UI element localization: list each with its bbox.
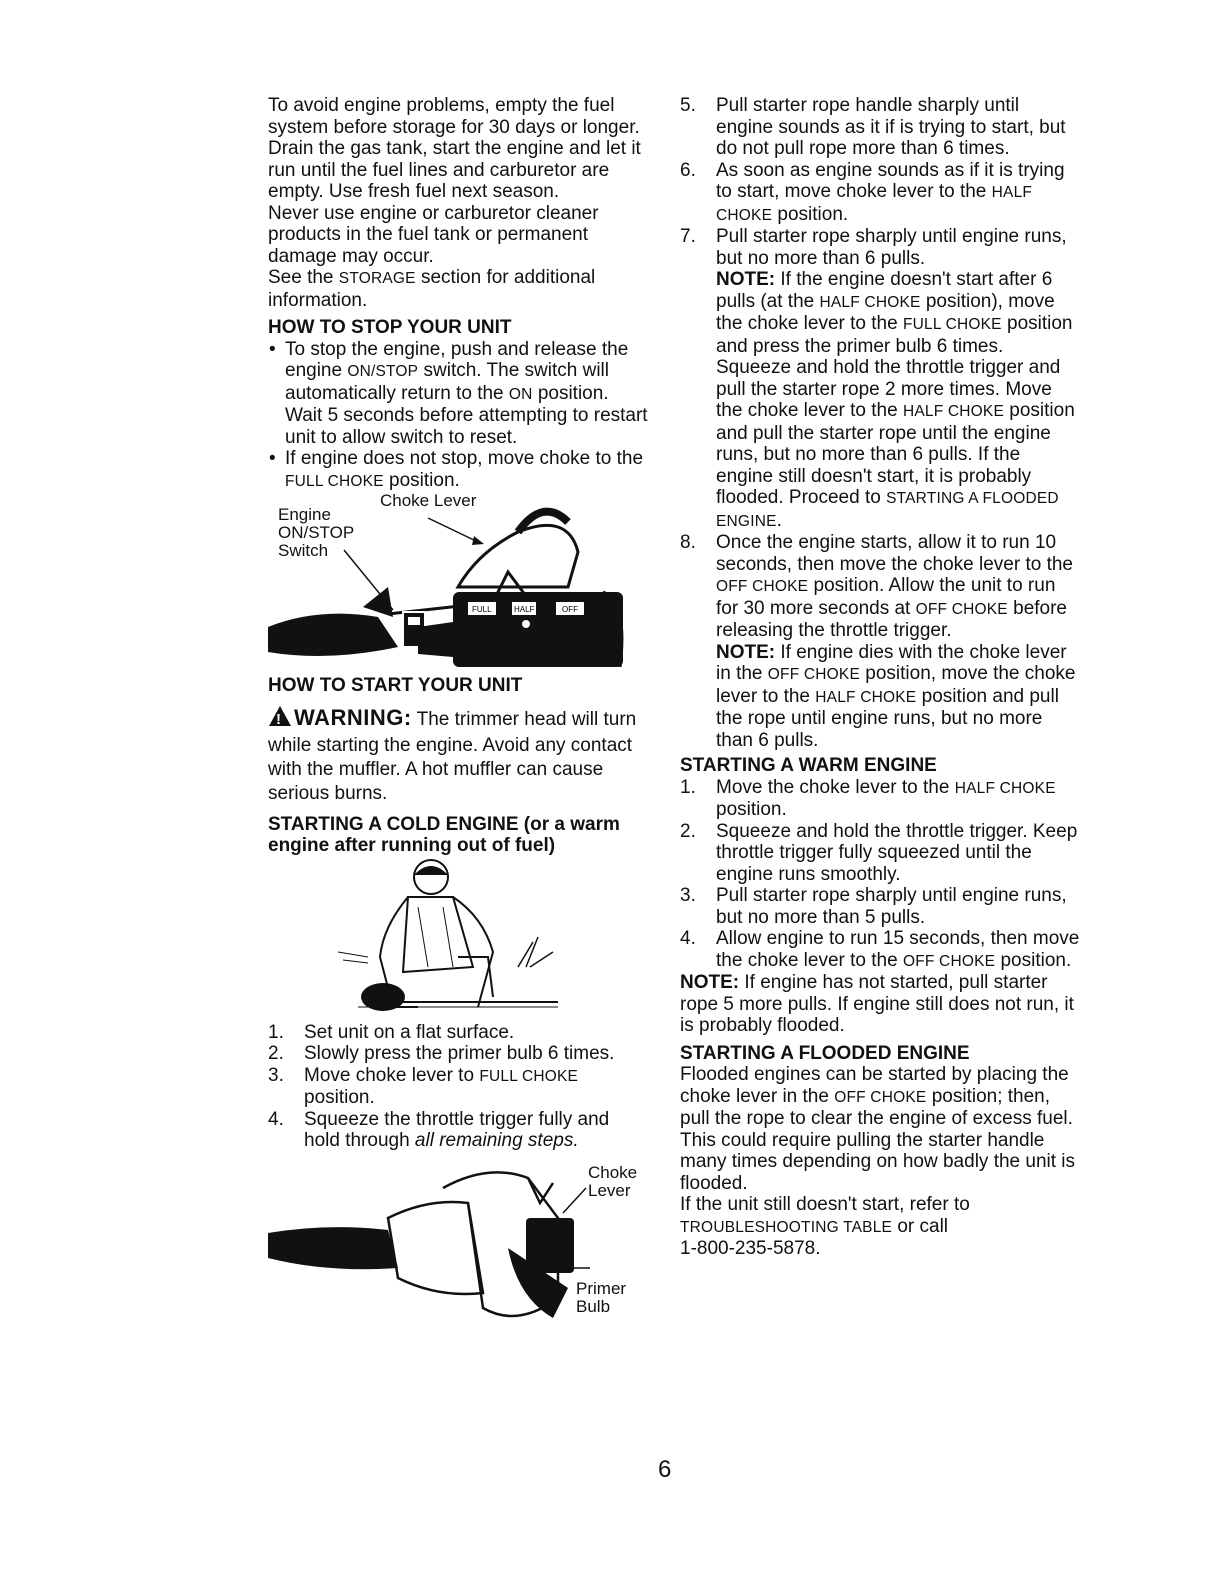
engine-switch-drawing bbox=[268, 492, 648, 667]
warning-text: The trimmer head will turn while starting the engine. Avoid any contact with the muffler. A hot muffler can cause serious burns. bbox=[268, 708, 637, 804]
cold-start-steps bbox=[268, 1022, 648, 1152]
warning-icon bbox=[268, 705, 292, 734]
page-number: 6 bbox=[658, 1456, 672, 1483]
warm-step-2: 2. Squeeze and hold the throttle trigger. Keep throttle trigger fully squeezed until the engine runs smoothly. bbox=[680, 820, 1078, 885]
starting-position-illustration bbox=[268, 857, 648, 1022]
warm-step-1: 1. Move the choke lever to the HALF CHOKE position. bbox=[680, 776, 1056, 820]
flooded-paragraph: Flooded engines can be started by placing the choke lever in the OFF CHOKE position; then, pull the rope to clear the engine of excess fuel. This could require pulling the starter handle many times depending on how badly the unit is flooded. bbox=[680, 1064, 1076, 1194]
person-starting-drawing bbox=[268, 857, 648, 1022]
fig3-choke-label: Choke Lever bbox=[588, 1162, 638, 1200]
cold-step-4: 4. Squeeze the throttle trigger fully and hold through all remaining steps. bbox=[268, 1108, 610, 1151]
choke-lever-label: Choke Lever bbox=[380, 491, 477, 510]
intro-paragraph: To avoid engine problems, empty the fuel system before storage for 30 days or longer. Drain the gas tank, start the engine and let it run until the fuel lines and carburetor are empty. Use fresh fuel next season. bbox=[268, 95, 641, 202]
engine-switch-illustration bbox=[268, 492, 648, 667]
engine-switch-label: Engine ON/STOP Switch bbox=[278, 505, 354, 560]
stop-bullet-2: • If engine does not stop, move choke to the FULL CHOKE position. bbox=[268, 448, 648, 492]
start-heading: HOW TO START YOUR UNIT bbox=[268, 675, 523, 696]
cleaner-warning-paragraph: Never use engine or carburetor cleaner products in the fuel tank or permanent damage may occur. bbox=[268, 202, 599, 267]
warm-step-3: 3. Pull starter rope sharply until engine runs, but no more than 5 pulls. bbox=[680, 885, 1067, 928]
phone-number: 1-800-235-5878. bbox=[680, 1238, 821, 1259]
note-label: NOTE: bbox=[716, 641, 776, 663]
primer-bulb-illustration bbox=[268, 1158, 648, 1333]
warm-engine-heading: STARTING A WARM ENGINE bbox=[680, 755, 937, 776]
warm-step-4: 4. Allow engine to run 15 seconds, then move the choke lever to the OFF CHOKE position. bbox=[680, 928, 1080, 971]
stop-list bbox=[268, 339, 648, 493]
stop-heading: HOW TO STOP YOUR UNIT bbox=[268, 317, 512, 338]
cold-step-2: 2. Slowly press the primer bulb 6 times. bbox=[268, 1043, 615, 1064]
warm-note: NOTE: If engine has not started, pull starter rope 5 more pulls. If engine still does not run, it is probably flooded. bbox=[680, 972, 1074, 1036]
cold-step-7: 7. Pull starter rope sharply until engine runs, but no more than 6 pulls. NOTE: If the engine doesn't start after 6 pulls (at the HALF CHOKE position), move the choke lever to the FULL CHOKE position and press the primer bulb 6 times. Squeeze and hold the throttle trigger and pull the starter rope 2 more times. Move the choke lever to the HALF CHOKE position and pull the starter rope until the engine runs, but no more than 6 pulls. If the engine still doesn't start, it is probably flooded. Proceed to STARTING A FLOODED ENGINE. bbox=[680, 226, 1075, 531]
troubleshooting-paragraph: If the unit still doesn't start, refer to TROUBLESHOOTING TABLE or call 1-800-235-5878. bbox=[680, 1194, 970, 1259]
note-label: NOTE: bbox=[716, 269, 776, 290]
fig3-primer-label: Primer Bulb bbox=[576, 1278, 627, 1316]
off-position-label: OFF bbox=[562, 605, 578, 614]
warm-start-steps bbox=[680, 777, 1080, 973]
cold-step-1: 1. Set unit on a flat surface. bbox=[268, 1021, 515, 1043]
full-position-label: FULL bbox=[472, 605, 492, 614]
svg-text:!: ! bbox=[276, 710, 281, 727]
cold-step-8: 8. Once the engine starts, allow it to run 10 seconds, then move the choke lever to the OFF CHOKE position. Allow the unit to run for 30 more seconds at OFF CHOKE before releasing the throttle trigger. NOTE: If engine dies with the choke lever in the OFF CHOKE position, move the choke lever to the HALF CHOKE position and pull the rope until engine runs, but no more than 6 pulls. bbox=[680, 532, 1076, 751]
stop-bullet-1: • To stop the engine, push and release the engine ON/STOP switch. The switch will automatically return to the ON position. Wait 5 seconds before attempting to restart unit to allow switch to reset. bbox=[268, 339, 648, 449]
half-position-label: HALF bbox=[514, 605, 535, 614]
flooded-engine-heading: STARTING A FLOODED ENGINE bbox=[680, 1042, 970, 1064]
left-column bbox=[268, 95, 648, 1333]
warning-label: WARNING: bbox=[294, 704, 412, 730]
cold-step-5: 5. Pull starter rope handle sharply until engine sounds as it if is trying to start, but do not pull rope more than 6 times. bbox=[680, 95, 1066, 159]
warning-paragraph bbox=[268, 705, 648, 806]
cold-step-6: 6. As soon as engine sounds as if it is trying to start, move choke lever to the HALF CHOKE position. bbox=[680, 159, 1065, 225]
cold-start-steps-continued bbox=[680, 95, 1080, 751]
right-column bbox=[680, 95, 1080, 1260]
cold-step-3: 3. Move choke lever to FULL CHOKE position. bbox=[268, 1064, 579, 1108]
primer-bulb-drawing bbox=[268, 1158, 648, 1333]
storage-reference: See the STORAGE section for additional information. bbox=[268, 267, 596, 311]
cold-engine-heading: STARTING A COLD ENGINE (or a warm engine after running out of fuel) bbox=[268, 813, 620, 856]
